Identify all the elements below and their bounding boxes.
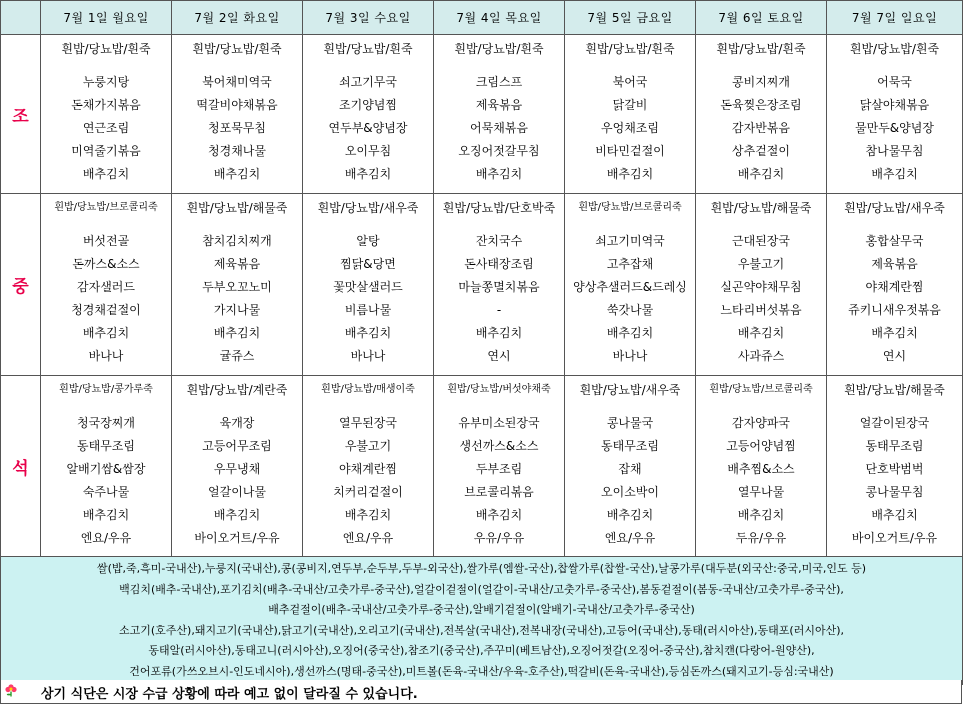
dish-item: 참치김치찌개 xyxy=(202,234,272,248)
dish-item: 배추김치 xyxy=(737,167,785,181)
menu-cell xyxy=(827,35,963,194)
dish-item: 배추김치 xyxy=(213,167,261,181)
rice-porridge-line: 흰밥/당뇨밥/새우죽 xyxy=(317,201,419,215)
dish-item: 배추김치 xyxy=(606,326,654,340)
dish-item: 오징어젓갈무침 xyxy=(458,144,540,158)
dish-item: 우유/우유 xyxy=(473,531,525,545)
dish-item: 떡갈비야채볶음 xyxy=(196,98,278,112)
meal-label: 조 xyxy=(1,35,41,194)
spacer xyxy=(434,63,564,71)
dish-item: 생선까스&소스 xyxy=(459,439,539,453)
dish-item: 엔요/우유 xyxy=(80,531,132,545)
day-header: 7월 6일 토요일 xyxy=(696,1,827,35)
dish-item: 쇠고기무국 xyxy=(339,75,397,89)
dish-item: 단호박범벅 xyxy=(865,462,924,476)
dish-item: 어묵채볶음 xyxy=(470,121,528,135)
dish-item: 알탕 xyxy=(356,234,380,248)
origin-line: 백김치(배추-국내산),포기김치(배추-국내산/고춧가루-중국산),얼갈이겉절이(얼갈이-국내산/고춧가루-중국산),봄동겉절이(봄동-국내산/고춧가루-중국산), xyxy=(119,582,844,596)
dish-item: 근대된장국 xyxy=(732,234,790,248)
dish-item: - xyxy=(496,303,502,317)
dish-item: 동태무조림 xyxy=(865,439,924,453)
dish-item: 배추김치 xyxy=(606,167,654,181)
dish-item: 배추찜&소스 xyxy=(727,462,795,476)
meal-label: 중 xyxy=(1,194,41,376)
spacer xyxy=(303,222,433,230)
menu-cell xyxy=(696,376,827,557)
origin-row xyxy=(1,557,963,685)
dish-item: 바이오거트/우유 xyxy=(194,531,280,545)
rice-porridge-line: 흰밥/당뇨밥/콩가루죽 xyxy=(59,384,153,395)
dish-item: 감자반볶음 xyxy=(732,121,790,135)
day-header: 7월 4일 목요일 xyxy=(434,1,565,35)
dish-item: 배추김치 xyxy=(344,508,392,522)
dish-item: 엔요/우유 xyxy=(342,531,394,545)
dish-item: 닭살야채볶음 xyxy=(859,98,930,112)
dish-item: 배추김치 xyxy=(737,508,785,522)
dish-item: 비름나물 xyxy=(344,303,392,317)
rice-porridge-line: 흰밥/당뇨밥/흰죽 xyxy=(61,42,151,56)
dish-item: 청포묵무침 xyxy=(208,121,266,135)
rice-porridge-line: 흰밥/당뇨밥/단호박죽 xyxy=(442,201,556,215)
dish-item: 두유/우유 xyxy=(735,531,787,545)
origin-line: 동태알(러시아산),동태고니(러시아산),오징어(중국산),참조기(중국산),주꾸미(베트남산),오징어젓갈(오징어-중국산),참치캔(다랑어-원양산), xyxy=(148,644,815,657)
meal-row xyxy=(1,35,963,194)
menu-cell xyxy=(696,194,827,376)
dish-item: 동태무조림 xyxy=(77,439,135,453)
meal-row xyxy=(1,194,963,376)
rice-porridge-line: 흰밥/당뇨밥/흰죽 xyxy=(849,42,940,56)
dish-item: 알배기쌈&쌈장 xyxy=(66,462,146,476)
day-header: 7월 3일 수요일 xyxy=(303,1,434,35)
dish-item: 제육볶음 xyxy=(213,257,261,271)
meal-label: 석 xyxy=(1,376,41,557)
flower-icon xyxy=(4,683,18,697)
dish-item: 배추김치 xyxy=(82,508,130,522)
menu-cell xyxy=(41,35,172,194)
spacer xyxy=(827,222,962,230)
dish-item: 연시 xyxy=(487,349,511,363)
menu-cell xyxy=(303,376,434,557)
menu-cell xyxy=(434,35,565,194)
notice-text: 상기 식단은 시장 수급 상황에 따라 예고 없이 달라질 수 있습니다. xyxy=(41,687,418,702)
rice-porridge-line: 흰밥/당뇨밥/해물죽 xyxy=(844,383,945,397)
dish-item: 배추김치 xyxy=(871,508,918,522)
dish-item: 배추김치 xyxy=(82,167,130,181)
dish-item: 제육볶음 xyxy=(871,257,918,271)
menu-cell xyxy=(172,35,303,194)
dish-item: 배추김치 xyxy=(475,508,523,522)
origin-line: 쌀(밥,죽,흑미-국내산),누룽지(국내산),콩(콩비지,연두부,순두부,두부-외국산),쌀가루(엠쌀-국산),찹쌀가루(찹쌀-국산),날콩가루(대두분(외국산:중국,미국,인도 등) xyxy=(96,562,866,575)
dish-item: 배추김치 xyxy=(344,167,392,181)
rice-porridge-line: 흰밥/당뇨밥/브로콜리죽 xyxy=(709,384,813,395)
dish-item: 동태무조림 xyxy=(601,439,659,453)
dish-item: 청경채겉절이 xyxy=(71,303,141,317)
dish-item: 엔요/우유 xyxy=(604,531,656,545)
day-header: 7월 2일 화요일 xyxy=(172,1,303,35)
dish-item: 청경채나물 xyxy=(208,144,266,158)
dish-item: 바나나 xyxy=(350,349,386,363)
dish-item: 제육볶음 xyxy=(475,98,523,112)
dish-item: 느타리버섯볶음 xyxy=(720,303,802,317)
origin-line: 소고기(호주산),돼지고기(국내산),닭고기(국내산),오리고기(국내산),전복살(국내산),전복내장(국내산),고등어(국내산),동태(러시아산),동태포(러시아산), xyxy=(118,623,845,637)
dish-item: 배추김치 xyxy=(344,326,392,340)
spacer xyxy=(303,404,433,412)
dish-item: 배추김치 xyxy=(871,326,918,340)
spacer xyxy=(172,404,302,412)
dish-item: 열무나물 xyxy=(737,485,785,499)
menu-cell xyxy=(565,194,696,376)
dish-item: 바나나 xyxy=(612,349,648,363)
menu-cell xyxy=(303,194,434,376)
spacer xyxy=(172,63,302,71)
dish-item: 유부미소된장국 xyxy=(458,416,540,430)
dish-item: 잡채 xyxy=(618,462,642,476)
dish-item: 두부오꼬노미 xyxy=(202,280,272,294)
header-row xyxy=(1,1,963,35)
notice-row xyxy=(0,680,962,704)
dish-item: 감자양파국 xyxy=(732,416,790,430)
dish-item: 우엉채조림 xyxy=(601,121,659,135)
dish-item: 배추김치 xyxy=(213,508,261,522)
dish-item: 배추김치 xyxy=(213,326,261,340)
rice-porridge-line: 흰밥/당뇨밥/새우죽 xyxy=(579,383,681,397)
spacer xyxy=(172,222,302,230)
spacer xyxy=(434,404,564,412)
dish-item: 열무된장국 xyxy=(339,416,397,430)
rice-porridge-line: 흰밥/당뇨밥/해물죽 xyxy=(710,201,812,215)
dish-item: 고등어양념찜 xyxy=(726,439,796,453)
rice-porridge-line: 흰밥/당뇨밥/해물죽 xyxy=(186,201,288,215)
dish-item: 북어국 xyxy=(612,75,648,89)
dish-item: 고추잡채 xyxy=(606,257,654,271)
dish-item: 돈사태장조림 xyxy=(464,257,534,271)
dish-item: 연시 xyxy=(882,349,907,363)
dish-item: 배추김치 xyxy=(82,326,130,340)
menu-cell xyxy=(172,194,303,376)
rice-porridge-line: 흰밥/당뇨밥/계란죽 xyxy=(186,383,288,397)
dish-item: 청국장찌개 xyxy=(77,416,135,430)
dish-item: 버섯전골 xyxy=(82,234,130,248)
menu-cell xyxy=(434,376,565,557)
menu-cell xyxy=(827,194,963,376)
origin-line: 배추겉절이(배추-국내산/고춧가루-중국산),알배기겉절이(알배기-국내산/고춧가루-중국산) xyxy=(268,603,695,616)
spacer xyxy=(827,63,962,71)
dish-item: 돈육찢은장조림 xyxy=(720,98,802,112)
spacer xyxy=(565,63,695,71)
dish-item: 홍합살무국 xyxy=(865,234,924,248)
dish-item: 비타민겉절이 xyxy=(595,144,665,158)
rice-porridge-line: 흰밥/당뇨밥/흰죽 xyxy=(454,42,544,56)
dish-item: 감자샐러드 xyxy=(77,280,135,294)
origin-info xyxy=(1,557,963,685)
dish-item: 쥬키니새우젓볶음 xyxy=(848,303,941,317)
dish-item: 어묵국 xyxy=(877,75,912,89)
menu-cell xyxy=(303,35,434,194)
dish-item: 연근조림 xyxy=(82,121,130,135)
rice-porridge-line: 흰밥/당뇨밥/흰죽 xyxy=(192,42,282,56)
dish-item: 가지나물 xyxy=(213,303,261,317)
dish-item: 콩나물국 xyxy=(606,416,654,430)
dish-item: 닭갈비 xyxy=(612,98,648,112)
menu-cell xyxy=(565,376,696,557)
dish-item: 크림스프 xyxy=(475,75,523,89)
dish-item: 쇠고기미역국 xyxy=(595,234,665,248)
dish-item: 배추김치 xyxy=(475,167,523,181)
menu-cell xyxy=(41,194,172,376)
dish-item: 고등어무조림 xyxy=(202,439,272,453)
dish-item: 양상추샐러드&드레싱 xyxy=(573,280,687,294)
dish-item: 상추겉절이 xyxy=(732,144,790,158)
spacer xyxy=(696,404,826,412)
header-corner xyxy=(1,1,41,35)
spacer xyxy=(434,222,564,230)
dish-item: 실곤약야채무침 xyxy=(720,280,802,294)
day-header: 7월 1일 월요일 xyxy=(41,1,172,35)
dish-item: 오이무침 xyxy=(344,144,392,158)
rice-porridge-line: 흰밥/당뇨밥/흰죽 xyxy=(323,42,413,56)
dish-item: 야채계란찜 xyxy=(339,462,397,476)
dish-item: 바이오거트/우유 xyxy=(851,531,938,545)
dish-item: 연두부&양념장 xyxy=(328,121,408,135)
dish-item: 바나나 xyxy=(88,349,124,363)
spacer xyxy=(696,63,826,71)
dish-item: 야채계란찜 xyxy=(865,280,924,294)
rice-porridge-line: 흰밥/당뇨밥/브로콜리죽 xyxy=(578,202,682,213)
menu-cell xyxy=(565,35,696,194)
dish-item: 육개장 xyxy=(219,416,255,430)
menu-cell xyxy=(41,376,172,557)
dish-item: 콩비지찌개 xyxy=(732,75,790,89)
spacer xyxy=(696,222,826,230)
dish-item: 우불고기 xyxy=(737,257,785,271)
spacer xyxy=(303,63,433,71)
dish-item: 두부조림 xyxy=(475,462,523,476)
rice-porridge-line: 흰밥/당뇨밥/매생이죽 xyxy=(321,384,415,395)
dish-item: 쑥갓나물 xyxy=(606,303,654,317)
dish-item: 조기양념찜 xyxy=(339,98,397,112)
rice-porridge-line: 흰밥/당뇨밥/새우죽 xyxy=(844,201,945,215)
dish-item: 찜닭&당면 xyxy=(340,257,396,271)
dish-item: 콩나물무침 xyxy=(865,485,924,499)
spacer xyxy=(565,404,695,412)
dish-item: 치커리겉절이 xyxy=(333,485,403,499)
rice-porridge-line: 흰밥/당뇨밥/흰죽 xyxy=(716,42,806,56)
menu-cell xyxy=(172,376,303,557)
dish-item: 브로콜리볶음 xyxy=(464,485,534,499)
dish-item: 미역줄기볶음 xyxy=(71,144,141,158)
dish-item: 우불고기 xyxy=(344,439,392,453)
dish-item: 배추김치 xyxy=(737,326,785,340)
spacer xyxy=(565,222,695,230)
rice-porridge-line: 흰밥/당뇨밥/흰죽 xyxy=(585,42,675,56)
dish-item: 참나물무침 xyxy=(865,144,924,158)
meal-row xyxy=(1,376,963,557)
dish-item: 꽃맛살샐러드 xyxy=(333,280,403,294)
dish-item: 사과쥬스 xyxy=(737,349,785,363)
dish-item: 숙주나물 xyxy=(82,485,130,499)
menu-cell xyxy=(696,35,827,194)
dish-item: 귤쥬스 xyxy=(219,349,255,363)
dish-item: 돈채가지볶음 xyxy=(71,98,141,112)
dish-item: 돈까스&소스 xyxy=(72,257,140,271)
dish-item: 우무냉채 xyxy=(213,462,261,476)
spacer xyxy=(41,63,171,71)
dish-item: 북어채미역국 xyxy=(202,75,272,89)
dish-item: 배추김치 xyxy=(606,508,654,522)
dish-item: 얼갈이나물 xyxy=(208,485,266,499)
origin-line: 건어포류(가쓰오브시-인도네시아),생선까스(명태-중국산),미트볼(돈육-국내산/우육-호주산),떡갈비(돈육-국내산),등심돈까스(돼지고기-등심:국내산) xyxy=(129,664,834,678)
spacer xyxy=(41,404,171,412)
dish-item: 잔치국수 xyxy=(475,234,523,248)
dish-item: 배추김치 xyxy=(871,167,918,181)
day-header: 7월 5일 금요일 xyxy=(565,1,696,35)
dish-item: 얼갈이된장국 xyxy=(859,416,930,430)
rice-porridge-line: 흰밥/당뇨밥/버섯야채죽 xyxy=(447,384,551,395)
dish-item: 오이소박이 xyxy=(601,485,659,499)
spacer xyxy=(41,222,171,230)
dish-item: 마늘쫑멸치볶음 xyxy=(458,280,540,294)
menu-cell xyxy=(827,376,963,557)
menu-cell xyxy=(434,194,565,376)
spacer xyxy=(827,404,962,412)
dish-item: 배추김치 xyxy=(475,326,523,340)
dish-item: 물만두&양념장 xyxy=(855,121,934,135)
dish-item: 누룽지탕 xyxy=(82,75,130,89)
day-header: 7월 7일 일요일 xyxy=(827,1,963,35)
rice-porridge-line: 흰밥/당뇨밥/브로콜리죽 xyxy=(54,202,158,213)
